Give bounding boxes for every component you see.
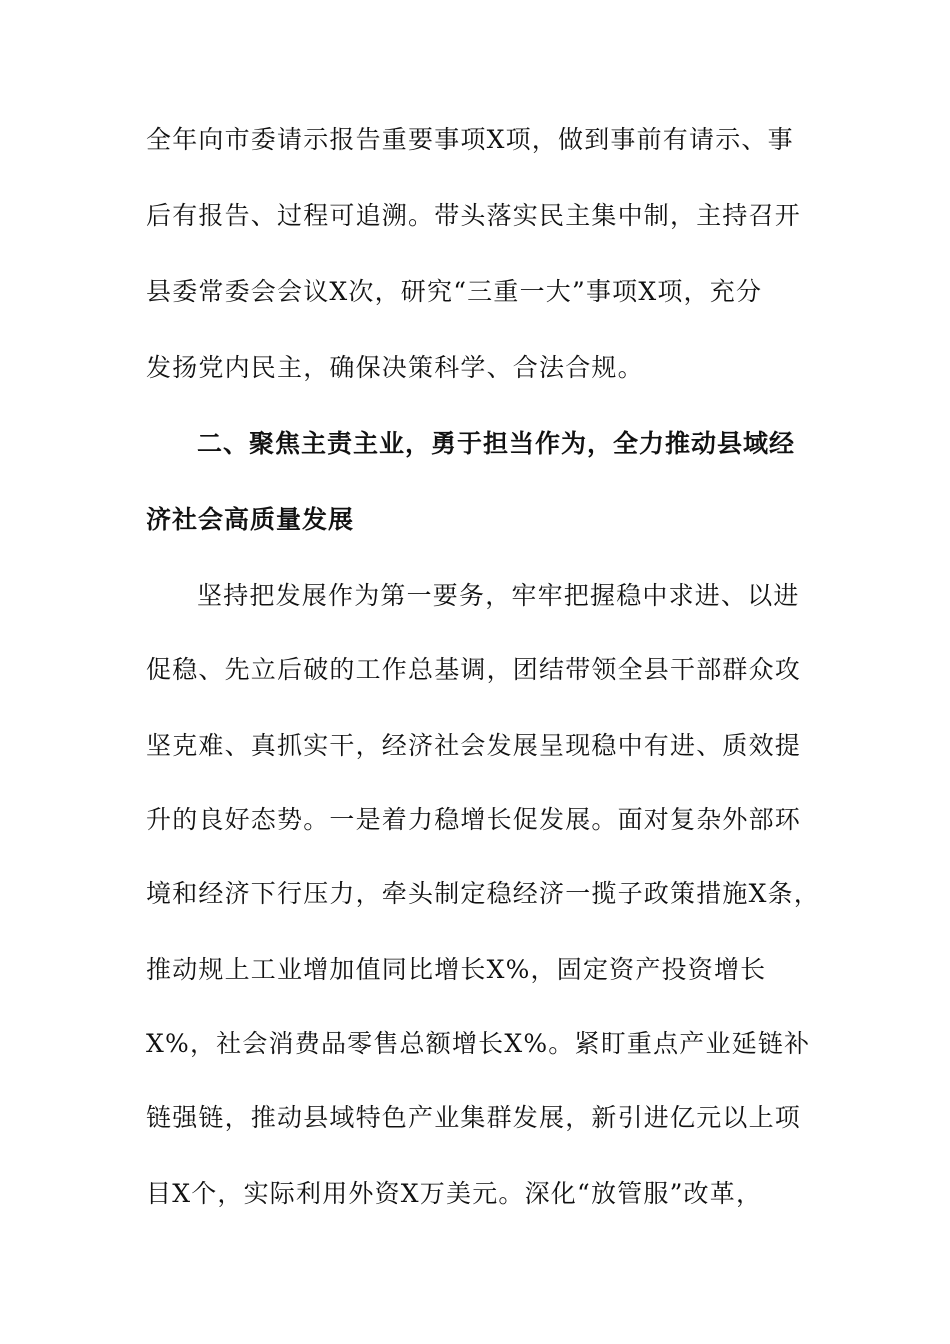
paragraph-1-line-2: 后有报告、过程可追溯。带头落实民主集中制，主持召开 [146, 201, 802, 230]
paragraph-2-line-7: X%，社会消费品零售总额增长X%。紧盯重点产业延链补 [146, 1029, 811, 1058]
paragraph-2-line-1: 坚持把发展作为第一要务，牢牢把握稳中求进、以进 [197, 581, 800, 610]
section-heading-line-1: 二、聚焦主责主业，勇于担当作为，全力推动县域经 [197, 429, 796, 458]
paragraph-1-line-4: 发扬党内民主，确保决策科学、合法合规。 [146, 353, 644, 382]
paragraph-2-line-2: 促稳、先立后破的工作总基调，团结带领全县干部群众攻 [146, 655, 802, 684]
paragraph-2-line-9: 目X个，实际利用外资X万美元。深化“放管服”改革， [146, 1179, 763, 1208]
paragraph-2-line-3: 坚克难、真抓实干，经济社会发展呈现稳中有进、质效提 [146, 731, 802, 760]
paragraph-2-line-4: 升的良好态势。一是着力稳增长促发展。面对复杂外部环 [146, 805, 802, 834]
section-heading-line-2: 济社会高质量发展 [146, 505, 355, 534]
paragraph-1-line-1: 全年向市委请示报告重要事项X项，做到事前有请示、事 [146, 125, 794, 154]
paragraph-1-line-3: 县委常委会会议X次，研究“三重一大”事项X项，充分 [146, 277, 763, 306]
paragraph-2-line-8: 链强链，推动县域特色产业集群发展，新引进亿元以上项 [146, 1103, 802, 1132]
paragraph-2-line-6: 推动规上工业增加值同比增长X%，固定资产投资增长 [146, 955, 767, 984]
paragraph-2-line-5: 境和经济下行压力，牵头制定稳经济一揽子政策措施X条， [146, 879, 821, 908]
